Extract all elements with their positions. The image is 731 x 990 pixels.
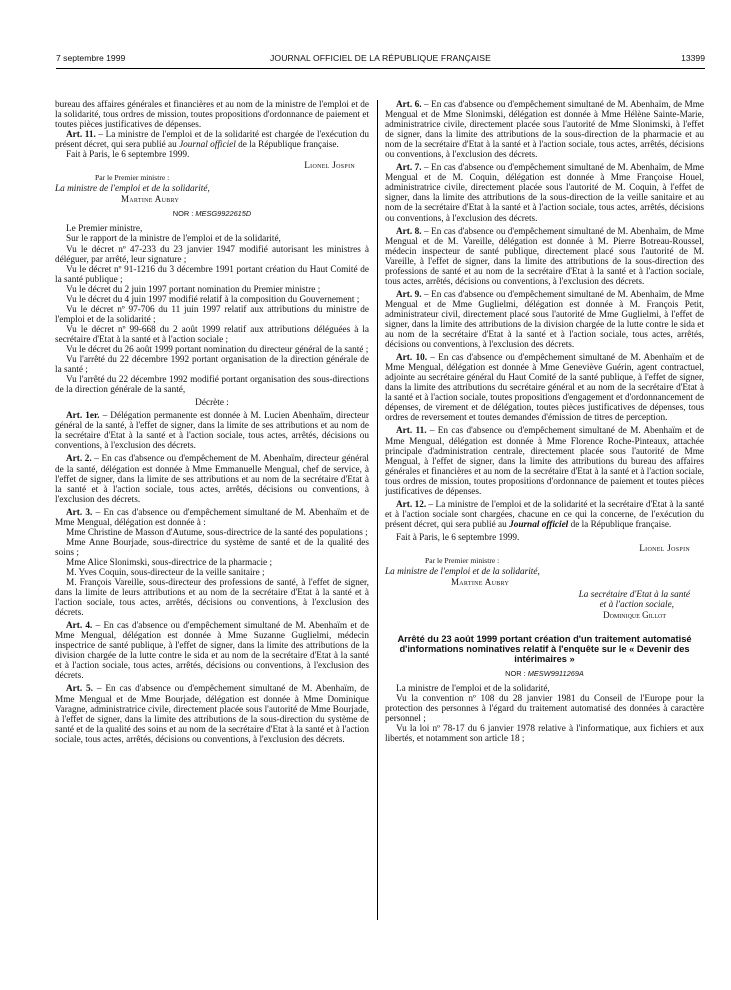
preamble-line: Vu le décret nº 97-706 du 11 juin 1997 relatif aux attributions du ministre de l'emploi et de la solidarité ;: [55, 304, 369, 325]
nor-reference: [55, 209, 369, 218]
decrete-heading: Décrète :: [195, 398, 229, 409]
by-prime-minister: Par le Premier ministre :: [95, 173, 170, 183]
article-label: Art. 2.: [66, 454, 92, 465]
paragraph: bureau des affaires générales et financières et au nom de la ministre de l'emploi et de la solidarité, tous ordres de mission, toutes propositions d'ordonnance de paiement et toutes pièces justificatives de dépenses.: [55, 100, 369, 131]
article-label: Art. 6.: [396, 100, 422, 110]
secretary-title-line-1: La secrétaire d'Etat à la santé: [578, 590, 690, 601]
article-text: – En cas d'absence ou d'empêchement simultané de M. Abenhaïm, de Mme Mengual et de Mme Slonimski, délégation est donnée à Mme Hélène Sainte-Marie, administratrice civile, directement placée sous l'autorité de Mme Slonimski, à l'effet de signer, dans la limite des attributions de la sous-direction de la pharmacie et au nom de la secrétaire d'Etat à la santé et à l'action sociale, tous actes, arrêtés, décisions ou conventions, à l'exclusion des décrets.: [385, 100, 704, 161]
minister-title: La ministre de l'emploi et de la solidarité,: [55, 184, 210, 195]
secretary-title-line-2: et à l'action sociale,: [599, 600, 674, 611]
list-item: Mme Alice Slonimski, sous-directrice de la pharmacie ;: [66, 557, 273, 568]
article-text: – La ministre de l'emploi et de la solidarité est chargée de l'exécution du présent décret, qui sera publié au: [55, 130, 369, 151]
nor-label: NOR :: [505, 669, 528, 679]
article-text: – La ministre de l'emploi et de la solidarité et la secrétaire d'Etat à la santé et à l'action sociale sont chargées, chacune en ce qui la concerne, de l'exécution du présent décret, qui sera publié au: [385, 499, 704, 530]
article-label: Art. 5.: [66, 684, 93, 695]
article-label: Art. 10.: [396, 353, 428, 364]
preamble-line: Vu l'arrêté du 22 décembre 1992 portant organisation de la direction générale de la santé ;: [55, 355, 369, 376]
page-header: [56, 52, 705, 69]
article-1: [55, 411, 369, 451]
article-6: [385, 100, 704, 160]
page-number: 13399: [681, 53, 705, 63]
list-item: M. Yves Coquin, sous-directeur de la veille sanitaire ;: [66, 567, 265, 578]
article-text: – En cas d'absence ou d'empêchement simultané de M. Abenhaïm et de Mme Mengual, délégation est donnée à Mme Geneviève Guérin, agent contractuel, adjointe au secrétaire général du Haut Comité de la santé publique, à l'effet de signer, dans la limite des attributions du secrétaire général et au nom de la secrétaire d'Etat à la santé et à l'action sociale, toutes propositions d'engagement et d'ordonnancement de dépenses, de virement et de délégation, toutes pièces justificatives de dépenses, tous ordres de reversement et toutes demandes d'émission de titres de perception.: [385, 353, 704, 424]
article-text: – En cas d'absence ou d'empêchement simultané de M. Abenhaïm et de Mme Mengual, délégation est donnée à :: [55, 507, 369, 528]
preamble-line: Sur le rapport de la ministre de l'emploi et de la solidarité,: [66, 234, 281, 245]
article-text: – En cas d'absence ou d'empêchement simultané de M. Abenhaïm, de Mme Mengual et de Mme Guglielmi, délégation est donnée à M. François Petit, administrateur civil, directement placé sous l'autorité de Mme Guglielmi, à l'effet de signer, dans la limite des attributions de la division chargée de la lutte contre le sida et au nom de la secrétaire d'Etat à la santé et à l'action sociale, tous actes, arrêtés, décisions ou conventions, à l'exclusion des décrets.: [385, 289, 704, 351]
article-label: Art. 9.: [396, 289, 422, 300]
list-item: M. François Vareille, sous-directeur des professions de santé, à l'effet de signer, dans la limite de leurs attributions et au nom de la secrétaire d'Etat à la santé et à l'action sociale, tous actes, arrêtés, décisions ou conventions, à l'exclusion des décrets.: [55, 578, 369, 619]
article-5: [55, 684, 369, 744]
article-label: Art. 4.: [66, 621, 93, 632]
paragraph: Vu la convention nº 108 du 28 janvier 1981 du Conseil de l'Europe pour la protection des personnes à l'égard du traitement automatisé des données à caractère personnel ;: [385, 694, 704, 725]
list-item: Mme Anne Bourjade, sous-directrice du système de santé et de la qualité des soins ;: [55, 537, 369, 558]
article-text: – En cas d'absence ou d'empêchement simultané de M. Abenhaïm et de Mme Mengual, délégation est donnée à Mme Florence Roche-Pinteaux, attachée principale d'administration centrale, directement placée sous l'autorité de Mme Mengual, à l'effet de signer, dans la limite des attributions du bureau des affaires générales et financières et au nom de la secrétaire d'Etat à la santé et à l'action sociale, tous ordres de mission, toutes propositions d'ordonnance de paiement et toutes pièces justificatives de dépenses.: [385, 426, 704, 497]
signature-prime-minister: Lionel Jospin: [304, 161, 355, 172]
article-text-end: de la République française.: [235, 140, 339, 151]
article-10: [385, 353, 704, 423]
article-label: Art. 3.: [66, 507, 93, 518]
article-11: [55, 130, 369, 150]
article-9: [385, 290, 704, 350]
right-column: [385, 100, 704, 980]
preamble-line: Vu le décret du 4 juin 1997 modifié relatif à la composition du Gouvernement ;: [66, 294, 360, 305]
nor-code: MESG9922615D: [195, 209, 252, 219]
article-label: Art. 8.: [396, 226, 422, 237]
signature-prime-minister: Lionel Jospin: [639, 543, 690, 554]
minister-title: La ministre de l'emploi et de la solidarité,: [385, 567, 540, 578]
done-at: Fait à Paris, le 6 septembre 1999.: [396, 532, 520, 543]
journal-name: Journal officiel: [509, 519, 569, 530]
signature-secretary: Dominique Gillot: [603, 610, 666, 621]
preamble-line: Le Premier ministre,: [66, 224, 143, 235]
article-label: Art. 1er.: [66, 411, 100, 422]
preamble-line: Vu le décret du 26 août 1999 portant nomination du directeur général de la santé ;: [66, 344, 369, 355]
article-8: [385, 227, 704, 287]
journal-name: Journal officiel: [179, 140, 236, 151]
nor-label: NOR :: [172, 209, 196, 219]
nor-code: MESW9911269A: [527, 669, 584, 679]
paragraph: Vu la loi nº 78-17 du 6 janvier 1978 relative à l'informatique, aux fichiers et aux libertés, et notamment son article 18 ;: [385, 724, 704, 745]
article-text-end: de la République française.: [568, 519, 672, 530]
signature-minister: Martine Aubry: [451, 577, 510, 588]
column-divider: [377, 100, 378, 920]
article-11: [385, 426, 704, 496]
article-7: [385, 163, 704, 223]
article-label: Art. 7.: [396, 163, 422, 174]
by-prime-minister: Par le Premier ministre :: [425, 556, 500, 566]
arrete-title: Arrêté du 23 août 1999 portant création d'un traitement automatisé d'informations nominatives relatif à l'enquête sur le « Devenir des intérimaires »: [397, 634, 692, 665]
done-at: Fait à Paris, le 6 septembre 1999.: [66, 150, 190, 161]
journal-title: JOURNAL OFFICIEL DE LA RÉPUBLIQUE FRANÇAISE: [270, 53, 491, 63]
preamble-line: Vu le décret nº 47-233 du 23 janvier 1947 modifié autorisant les ministres à déléguer, par arrêté, leur signature ;: [55, 244, 369, 265]
article-12: [385, 500, 704, 530]
article-2: [55, 454, 369, 504]
preamble-line: Vu le décret nº 91-1216 du 3 décembre 1991 portant création du Haut Comité de la santé publique ;: [55, 264, 369, 285]
article-text: – Délégation permanente est donnée à M. Lucien Abenhaïm, directeur général de la santé, à l'effet de signer, dans la limite de ses attributions et au nom de la secrétaire d'Etat à la santé et à l'action sociale, tous actes, arrêtés, décisions ou conventions, à l'exclusion des décrets.: [55, 411, 369, 452]
preamble-line: Vu l'arrêté du 22 décembre 1992 modifié portant organisation des sous-directions de la direction générale de la santé,: [55, 375, 369, 396]
article-label: Art. 12.: [396, 499, 427, 510]
list-item: Mme Christine de Masson d'Autume, sous-directrice de la santé des populations ;: [66, 527, 368, 538]
article-3: [55, 508, 369, 528]
article-text: – En cas d'absence ou d'empêchement simultané de M. Abenhaïm et de Mme Mengual, délégation est donnée à Mme Suzanne Guglielmi, médecin inspectrice de santé publique, à l'effet de signer, dans la limite des attributions de la division chargée de la lutte contre le sida et au nom de la secrétaire d'Etat à la santé et à l'action sociale, tous actes, arrêtés, décisions ou conventions, à l'exclusion des décrets.: [55, 621, 369, 682]
preamble-line: Vu le décret du 2 juin 1997 portant nomination du Premier ministre ;: [66, 284, 321, 295]
article-text: – En cas d'absence ou d'empêchement simultané de M. Abenhaïm, de Mme Mengual et de M. Coquin, délégation est donnée à Mme Françoise Houel, administratrice civile, directement placée sous l'autorité de M. Coquin, à l'effet de signer, dans la limite des attributions de la sous-direction de la veille sanitaire et au nom de la secrétaire d'Etat à la santé et à l'action sociale, tous actes, arrêtés, décisions ou conventions, à l'exclusion des décrets.: [385, 163, 704, 224]
publication-date: 7 septembre 1999: [56, 53, 126, 63]
article-label: Art. 11.: [66, 130, 96, 141]
article-label: Art. 11.: [396, 426, 427, 437]
article-text: – En cas d'absence ou d'empêchement simultané de M. Abenhaïm, de Mme Mengual et de M. Vareille, délégation est donnée à M. Pierre Botreau-Roussel, médecin inspecteur de santé publique, directement placé sous l'autorité de M. Vareille, à l'effet de signer, dans la limite des attributions de la sous-direction des professions de santé et au nom de la secrétaire d'Etat à la santé et à l'action sociale, tous actes, arrêtés, décisions ou conventions, à l'exclusion des décrets.: [385, 226, 704, 287]
article-4: [55, 621, 369, 681]
preamble-line: Vu le décret nº 99-668 du 2 août 1999 relatif aux attributions déléguées à la secrétaire d'Etat à la santé et à l'action sociale ;: [55, 324, 369, 345]
signature-minister: Martine Aubry: [121, 194, 180, 205]
article-text: – En cas d'absence ou d'empêchement de M. Abenhaïm, directeur général de la santé, délégation est donnée à Mme Emmanuelle Mengual, chef de service, à l'effet de signer, dans la limite de ses attributions et au nom de la secrétaire d'Etat à la santé et à l'action sociale, tous actes, arrêtés, décisions ou conventions, à l'exclusion des décrets.: [55, 454, 369, 505]
article-text: – En cas d'absence ou d'empêchement simultané de M. Abenhaïm, de Mme Mengual et de Mme Bourjade, délégation est donnée à Mme Dominique Varagne, administratrice civile, directement placée sous l'autorité de Mme Bourjade, à l'effet de signer, dans la limite des attributions de la sous-direction du système de santé et de la qualité des soins et au nom de la secrétaire d'Etat à la santé et à l'action sociale, tous actes, arrêtés, décisions ou conventions, à l'exclusion des décrets.: [55, 684, 369, 745]
paragraph: La ministre de l'emploi et de la solidarité,: [396, 684, 550, 695]
left-column: [55, 100, 369, 980]
nor-reference: [385, 669, 704, 678]
